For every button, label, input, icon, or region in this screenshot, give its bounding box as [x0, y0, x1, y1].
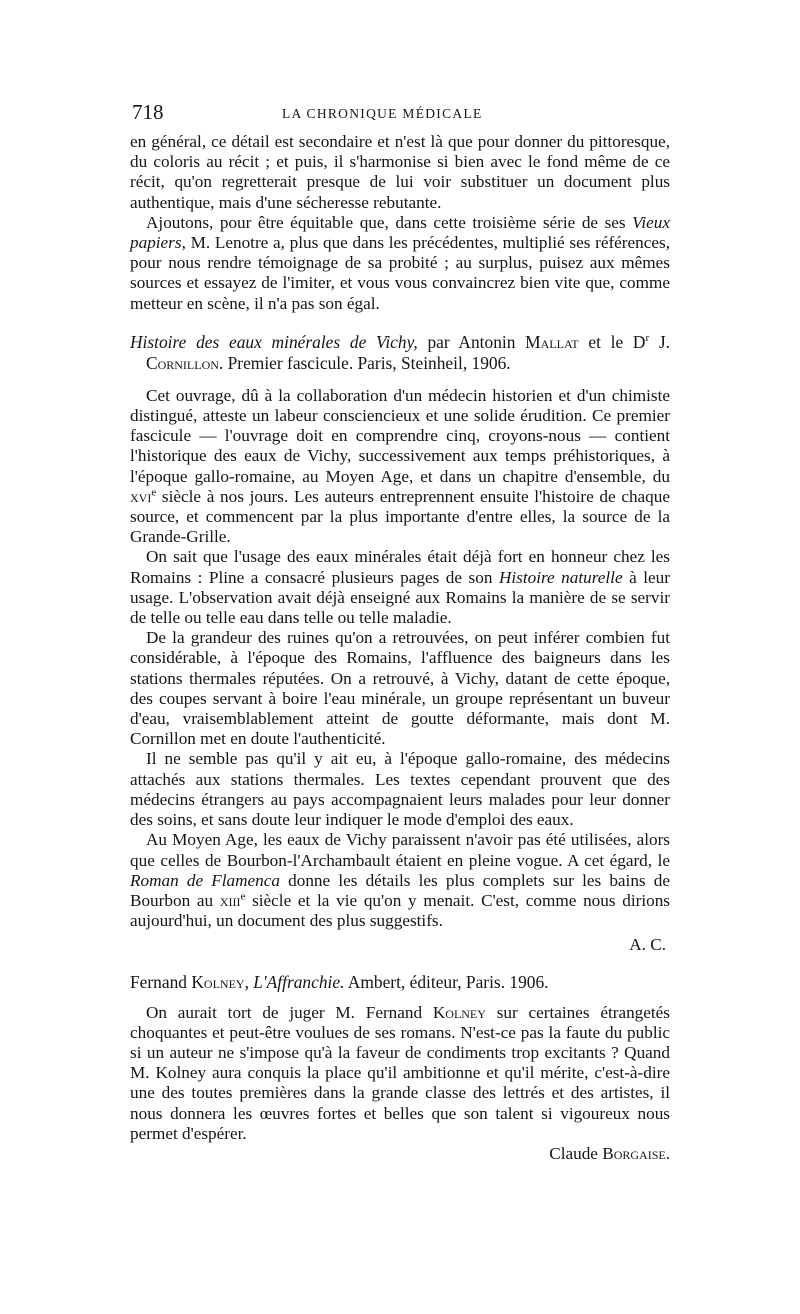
book-title-italic: Histoire des eaux minérales de Vichy,	[130, 331, 418, 352]
century-numeral: xvi	[130, 486, 152, 506]
text-run: Fernand	[130, 971, 192, 992]
book-title-italic: Vieux papiers	[130, 212, 670, 253]
review2-paragraph-2	[130, 547, 670, 628]
author-name: Borgaise.	[602, 1143, 670, 1163]
text-run: ,	[244, 971, 254, 992]
review3-paragraph-1	[130, 1003, 670, 1144]
text-run: sur certaines étrangetés choquantes et peut-être voulues de ses romans. N'est-ce pas la faute du public si un auteur ne s'impose qu'à la faveur de condiments trop excitants ? Quand M. Kolney aura conquis la place qu'il ambitionne et qu'il mérite, c'est-à-dire une des toutes premières dans la grande classe des lettrés et des artistes, il nous donnera les œuvres fortes et belles que son talent si vigoureux nous permet d'espérer.	[130, 1002, 670, 1143]
section-gap	[130, 993, 670, 1003]
page-body	[130, 132, 670, 1164]
author-name: Kolney	[191, 971, 245, 992]
review1-paragraph-1: en général, ce détail est secondaire et n'est là que pour donner du pittoresque, du coloris au récit ; et puis, il s'harmonise si bien avec le fond même de ce récit, qu'on regretterait presque de lui voir substituer un document plus authentique, mais d'une sécheresse rebutante.	[130, 132, 670, 212]
text-run: On aurait tort de juger M. Fernand	[146, 1002, 433, 1022]
running-title: LA CHRONIQUE MÉDICALE	[282, 106, 483, 121]
review2-paragraph-5	[130, 830, 670, 931]
section-gap	[130, 956, 670, 972]
text-run: par Antonin	[417, 331, 526, 352]
text-run: Ajoutons, pour être équitable que, dans cette troisième série de ses	[146, 212, 633, 232]
review1-paragraph-2	[130, 213, 670, 314]
review2-paragraph-4: Il ne semble pas qu'il y ait eu, à l'époque gallo-romaine, des médecins attachés aux stations thermales. Les textes cependant prouvent que des médecins étrangers au pays accompagnaient leurs malades pour leur donner des soins, et sans doute leur indiquer le mode d'emploi des eaux.	[130, 749, 670, 830]
review2-signature: A. C.	[629, 935, 666, 955]
review2-paragraph-3: De la grandeur des ruines qu'on a retrouvées, on peut inférer combien fut considérable, à l'époque des Romains, l'affluence des baigneurs dans les stations thermales réputées. On a retrouvé, à Vichy, datant de cette époque, des coupes servant à boire l'eau minérale, un groupe représentant un buveur d'eau, vraisemblablement atteint de goutte déformante, mais dont M. Cornillon met en doute l'authenticité.	[130, 628, 670, 749]
review3-signature	[130, 1144, 670, 1164]
book-title-italic: L'Affranchie.	[253, 971, 345, 992]
text-run: On sait que l'usage des eaux minérales était déjà fort en honneur chez les Romains : Pline a consacré plusieurs pages de son	[130, 547, 670, 587]
page-number: 718	[132, 100, 164, 124]
author-name: Mallat	[525, 331, 579, 352]
text-run: Claude	[549, 1143, 603, 1163]
section-gap	[130, 374, 670, 386]
text-run: Cet ouvrage, dû à la collaboration d'un médecin historien et d'un chimiste distingué, atteste un labeur consciencieux et une solide érudition. Ce premier fascicule — l'ouvrage doit en comprendre cinq, croyons-nous — contient l'historique des eaux de Vichy, successivement aux temps préhistoriques, à l'époque gallo-romaine, au Moyen Age, et dans un chapitre d'ensemble, du	[130, 385, 670, 486]
review2-heading	[130, 332, 670, 374]
superscript: e	[151, 486, 157, 499]
text-run: donne les détails les plus complets sur les bains de Bourbon au	[130, 870, 670, 910]
section-gap	[130, 314, 670, 332]
text-run: Ambert, éditeur, Paris. 1906.	[344, 971, 549, 992]
book-title-italic: Roman de Flamenca	[130, 870, 280, 890]
book-title-italic: Histoire naturelle	[498, 567, 623, 587]
text-run: à leur usage. L'observation avait déjà enseigné aux Romains la manière de se servir de telle ou telle eau dans telle ou telle maladie.	[130, 567, 670, 628]
page-header	[132, 100, 672, 128]
text-run: Premier fascicule. Paris, Steinheil, 1906.	[223, 352, 511, 373]
superscript: r	[645, 332, 650, 345]
review3-heading	[130, 972, 670, 993]
text-run: , M. Lenotre a, plus que dans les précédentes, multiplié ses références, pour nous rendre témoignage de sa probité ; au surplus, puisez aux mêmes sources et essayez de l'imiter, et vous vous convaincrez bien vite que, comme metteur en scène, il n'a pas son égal.	[130, 233, 670, 313]
author-name: Kolney	[432, 1002, 486, 1022]
superscript: e	[240, 890, 246, 903]
review2-paragraph-1	[130, 386, 670, 548]
text-run: siècle à nos jours. Les auteurs entreprennent ensuite l'histoire de chaque source, et commencent par la plus importante d'entre elles, la source de la Grande-Grille.	[130, 486, 670, 547]
text-run: J.	[649, 331, 671, 352]
century-numeral: xiii	[219, 890, 241, 910]
text-run: et le D	[578, 331, 646, 352]
text-run: siècle et la vie qu'on y menait. C'est, comme nous dirions aujourd'hui, un document des plus suggestifs.	[130, 890, 670, 931]
author-name: Cornillon.	[146, 352, 224, 373]
text-run: Au Moyen Age, les eaux de Vichy paraissent n'avoir pas été utilisées, alors que celles de Bourbon-l'Archambault étaient en pleine vogue. A cet égard, le	[130, 830, 670, 870]
